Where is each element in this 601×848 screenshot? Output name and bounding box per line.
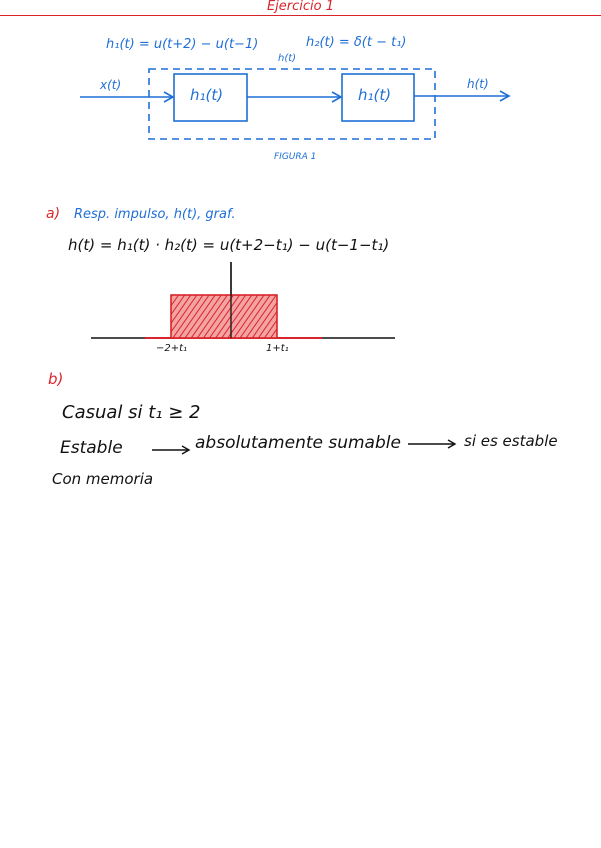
output-signal-label: h(t) xyxy=(467,77,489,91)
impulse-response-equation: h(t) = h₁(t) · h₂(t) = u(t+2−t₁) − u(t−1−t₁) xyxy=(68,236,390,254)
block2-label: h₁(t) xyxy=(358,86,392,104)
h2-definition: h₂(t) = δ(t − t₁) xyxy=(306,35,407,50)
intermediate-signal-label: h(t) xyxy=(278,53,297,64)
dashed-system-box xyxy=(149,69,435,139)
h1-definition: h₁(t) = u(t+2) − u(t−1) xyxy=(106,37,259,52)
causal-condition: Casual si t₁ ≥ 2 xyxy=(62,402,201,423)
figure-caption: FIGURA 1 xyxy=(274,152,317,162)
plot-tick-left: −2+t₁ xyxy=(156,343,188,354)
stable-label: Estable xyxy=(60,438,123,458)
stable-explanation: absolutamente sumable xyxy=(195,433,401,453)
input-signal-label: x(t) xyxy=(100,78,122,92)
part-a-heading: Resp. impulso, h(t), graf. xyxy=(74,207,236,222)
block1-label: h₁(t) xyxy=(190,86,224,104)
stable-conclusion: si es estable xyxy=(464,432,558,450)
part-a-label: a) xyxy=(46,206,61,222)
part-b-label: b) xyxy=(48,370,64,388)
plot-tick-right: 1+t₁ xyxy=(266,343,289,354)
page-title: Ejercicio 1 xyxy=(266,0,335,14)
memory-property: Con memoria xyxy=(52,470,154,488)
plot-rect-pulse xyxy=(171,295,277,338)
